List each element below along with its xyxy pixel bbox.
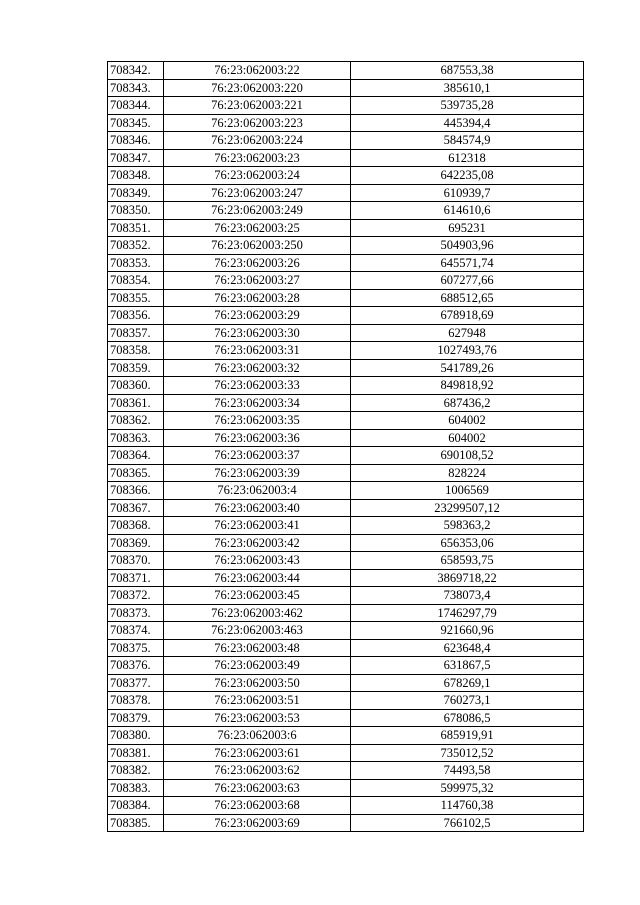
value-cell: 3869718,22 bbox=[351, 569, 584, 587]
value-cell: 539735,28 bbox=[351, 97, 584, 115]
table-row bbox=[108, 709, 584, 727]
row-number-cell: 708358. bbox=[108, 342, 164, 360]
value-cell: 599975,32 bbox=[351, 779, 584, 797]
value-cell: 1746297,79 bbox=[351, 604, 584, 622]
row-number-cell: 708381. bbox=[108, 744, 164, 762]
row-number-cell: 708344. bbox=[108, 97, 164, 115]
table-row bbox=[108, 272, 584, 290]
row-number-cell: 708384. bbox=[108, 797, 164, 815]
cadastral-number-cell: 76:23:062003:48 bbox=[164, 639, 351, 657]
value-cell: 921660,96 bbox=[351, 622, 584, 640]
cadastral-number-cell: 76:23:062003:40 bbox=[164, 499, 351, 517]
table-row bbox=[108, 674, 584, 692]
value-cell: 598363,2 bbox=[351, 517, 584, 535]
cadastral-number-cell: 76:23:062003:41 bbox=[164, 517, 351, 535]
table-row bbox=[108, 534, 584, 552]
row-number-cell: 708382. bbox=[108, 762, 164, 780]
table-row bbox=[108, 779, 584, 797]
table-row bbox=[108, 394, 584, 412]
value-cell: 678086,5 bbox=[351, 709, 584, 727]
value-cell: 23299507,12 bbox=[351, 499, 584, 517]
cadastral-number-cell: 76:23:062003:26 bbox=[164, 254, 351, 272]
cadastral-number-cell: 76:23:062003:37 bbox=[164, 447, 351, 465]
row-number-cell: 708372. bbox=[108, 587, 164, 605]
table-row bbox=[108, 79, 584, 97]
cadastral-number-cell: 76:23:062003:63 bbox=[164, 779, 351, 797]
row-number-cell: 708379. bbox=[108, 709, 164, 727]
cadastral-number-cell: 76:23:062003:42 bbox=[164, 534, 351, 552]
cadastral-number-cell: 76:23:062003:39 bbox=[164, 464, 351, 482]
cadastral-number-cell: 76:23:062003:61 bbox=[164, 744, 351, 762]
cadastral-number-cell: 76:23:062003:31 bbox=[164, 342, 351, 360]
value-cell: 74493,58 bbox=[351, 762, 584, 780]
cadastral-number-cell: 76:23:062003:27 bbox=[164, 272, 351, 290]
value-cell: 623648,4 bbox=[351, 639, 584, 657]
cadastral-number-cell: 76:23:062003:50 bbox=[164, 674, 351, 692]
cadastral-number-cell: 76:23:062003:32 bbox=[164, 359, 351, 377]
row-number-cell: 708355. bbox=[108, 289, 164, 307]
row-number-cell: 708361. bbox=[108, 394, 164, 412]
value-cell: 828224 bbox=[351, 464, 584, 482]
table-row bbox=[108, 517, 584, 535]
row-number-cell: 708353. bbox=[108, 254, 164, 272]
cadastral-number-cell: 76:23:062003:36 bbox=[164, 429, 351, 447]
value-cell: 687553,38 bbox=[351, 62, 584, 80]
value-cell: 642235,08 bbox=[351, 167, 584, 185]
value-cell: 604002 bbox=[351, 429, 584, 447]
value-cell: 760273,1 bbox=[351, 692, 584, 710]
table-row bbox=[108, 604, 584, 622]
value-cell: 445394,4 bbox=[351, 114, 584, 132]
row-number-cell: 708385. bbox=[108, 814, 164, 832]
row-number-cell: 708363. bbox=[108, 429, 164, 447]
table-row bbox=[108, 254, 584, 272]
table-row bbox=[108, 762, 584, 780]
row-number-cell: 708368. bbox=[108, 517, 164, 535]
cadastral-number-cell: 76:23:062003:49 bbox=[164, 657, 351, 675]
table-row bbox=[108, 342, 584, 360]
row-number-cell: 708350. bbox=[108, 202, 164, 220]
cadastral-number-cell: 76:23:062003:462 bbox=[164, 604, 351, 622]
row-number-cell: 708369. bbox=[108, 534, 164, 552]
table-row bbox=[108, 657, 584, 675]
row-number-cell: 708370. bbox=[108, 552, 164, 570]
value-cell: 1027493,76 bbox=[351, 342, 584, 360]
value-cell: 584574,9 bbox=[351, 132, 584, 150]
value-cell: 645571,74 bbox=[351, 254, 584, 272]
cadastral-number-cell: 76:23:062003:22 bbox=[164, 62, 351, 80]
table-row bbox=[108, 219, 584, 237]
row-number-cell: 708362. bbox=[108, 412, 164, 430]
cadastral-number-cell: 76:23:062003:25 bbox=[164, 219, 351, 237]
cadastral-number-cell: 76:23:062003:223 bbox=[164, 114, 351, 132]
value-cell: 766102,5 bbox=[351, 814, 584, 832]
table-row bbox=[108, 552, 584, 570]
row-number-cell: 708376. bbox=[108, 657, 164, 675]
value-cell: 385610,1 bbox=[351, 79, 584, 97]
table-body bbox=[108, 62, 584, 832]
cadastral-number-cell: 76:23:062003:29 bbox=[164, 307, 351, 325]
table-row bbox=[108, 569, 584, 587]
value-cell: 735012,52 bbox=[351, 744, 584, 762]
row-number-cell: 708351. bbox=[108, 219, 164, 237]
cadastral-value-table bbox=[107, 61, 584, 832]
table-row bbox=[108, 359, 584, 377]
row-number-cell: 708356. bbox=[108, 307, 164, 325]
row-number-cell: 708374. bbox=[108, 622, 164, 640]
table-row bbox=[108, 464, 584, 482]
table-row bbox=[108, 149, 584, 167]
value-cell: 1006569 bbox=[351, 482, 584, 500]
value-cell: 631867,5 bbox=[351, 657, 584, 675]
cadastral-number-cell: 76:23:062003:247 bbox=[164, 184, 351, 202]
cadastral-number-cell: 76:23:062003:224 bbox=[164, 132, 351, 150]
table-row bbox=[108, 97, 584, 115]
row-number-cell: 708348. bbox=[108, 167, 164, 185]
table-row bbox=[108, 447, 584, 465]
row-number-cell: 708342. bbox=[108, 62, 164, 80]
value-cell: 685919,91 bbox=[351, 727, 584, 745]
table-row bbox=[108, 184, 584, 202]
row-number-cell: 708383. bbox=[108, 779, 164, 797]
cadastral-number-cell: 76:23:062003:28 bbox=[164, 289, 351, 307]
row-number-cell: 708354. bbox=[108, 272, 164, 290]
value-cell: 738073,4 bbox=[351, 587, 584, 605]
table-row bbox=[108, 289, 584, 307]
row-number-cell: 708377. bbox=[108, 674, 164, 692]
row-number-cell: 708380. bbox=[108, 727, 164, 745]
row-number-cell: 708366. bbox=[108, 482, 164, 500]
value-cell: 610939,7 bbox=[351, 184, 584, 202]
row-number-cell: 708346. bbox=[108, 132, 164, 150]
value-cell: 614610,6 bbox=[351, 202, 584, 220]
row-number-cell: 708347. bbox=[108, 149, 164, 167]
table-row bbox=[108, 429, 584, 447]
row-number-cell: 708343. bbox=[108, 79, 164, 97]
cadastral-number-cell: 76:23:062003:44 bbox=[164, 569, 351, 587]
cadastral-number-cell: 76:23:062003:250 bbox=[164, 237, 351, 255]
value-cell: 849818,92 bbox=[351, 377, 584, 395]
cadastral-number-cell: 76:23:062003:220 bbox=[164, 79, 351, 97]
table-row bbox=[108, 499, 584, 517]
row-number-cell: 708360. bbox=[108, 377, 164, 395]
value-cell: 678269,1 bbox=[351, 674, 584, 692]
cadastral-number-cell: 76:23:062003:221 bbox=[164, 97, 351, 115]
value-cell: 627948 bbox=[351, 324, 584, 342]
row-number-cell: 708345. bbox=[108, 114, 164, 132]
table-row bbox=[108, 727, 584, 745]
cadastral-number-cell: 76:23:062003:51 bbox=[164, 692, 351, 710]
value-cell: 687436,2 bbox=[351, 394, 584, 412]
table-row bbox=[108, 237, 584, 255]
cadastral-number-cell: 76:23:062003:34 bbox=[164, 394, 351, 412]
cadastral-number-cell: 76:23:062003:33 bbox=[164, 377, 351, 395]
cadastral-number-cell: 76:23:062003:6 bbox=[164, 727, 351, 745]
value-cell: 658593,75 bbox=[351, 552, 584, 570]
cadastral-number-cell: 76:23:062003:45 bbox=[164, 587, 351, 605]
cadastral-number-cell: 76:23:062003:68 bbox=[164, 797, 351, 815]
cadastral-number-cell: 76:23:062003:23 bbox=[164, 149, 351, 167]
table-row bbox=[108, 797, 584, 815]
value-cell: 612318 bbox=[351, 149, 584, 167]
table-row bbox=[108, 132, 584, 150]
table-row bbox=[108, 412, 584, 430]
cadastral-number-cell: 76:23:062003:43 bbox=[164, 552, 351, 570]
row-number-cell: 708375. bbox=[108, 639, 164, 657]
row-number-cell: 708367. bbox=[108, 499, 164, 517]
table-row bbox=[108, 744, 584, 762]
cadastral-number-cell: 76:23:062003:62 bbox=[164, 762, 351, 780]
table-row bbox=[108, 587, 584, 605]
value-cell: 607277,66 bbox=[351, 272, 584, 290]
row-number-cell: 708349. bbox=[108, 184, 164, 202]
cadastral-number-cell: 76:23:062003:249 bbox=[164, 202, 351, 220]
cadastral-number-cell: 76:23:062003:463 bbox=[164, 622, 351, 640]
table-row bbox=[108, 114, 584, 132]
cadastral-number-cell: 76:23:062003:35 bbox=[164, 412, 351, 430]
row-number-cell: 708357. bbox=[108, 324, 164, 342]
cadastral-number-cell: 76:23:062003:4 bbox=[164, 482, 351, 500]
value-cell: 604002 bbox=[351, 412, 584, 430]
row-number-cell: 708365. bbox=[108, 464, 164, 482]
table-row bbox=[108, 167, 584, 185]
row-number-cell: 708364. bbox=[108, 447, 164, 465]
row-number-cell: 708359. bbox=[108, 359, 164, 377]
table-row bbox=[108, 814, 584, 832]
value-cell: 504903,96 bbox=[351, 237, 584, 255]
cadastral-number-cell: 76:23:062003:30 bbox=[164, 324, 351, 342]
row-number-cell: 708371. bbox=[108, 569, 164, 587]
value-cell: 695231 bbox=[351, 219, 584, 237]
cadastral-number-cell: 76:23:062003:53 bbox=[164, 709, 351, 727]
table-row bbox=[108, 377, 584, 395]
table-row bbox=[108, 622, 584, 640]
value-cell: 656353,06 bbox=[351, 534, 584, 552]
table-row bbox=[108, 482, 584, 500]
row-number-cell: 708378. bbox=[108, 692, 164, 710]
table-row bbox=[108, 62, 584, 80]
cadastral-number-cell: 76:23:062003:24 bbox=[164, 167, 351, 185]
table-row bbox=[108, 307, 584, 325]
value-cell: 678918,69 bbox=[351, 307, 584, 325]
value-cell: 688512,65 bbox=[351, 289, 584, 307]
row-number-cell: 708373. bbox=[108, 604, 164, 622]
value-cell: 690108,52 bbox=[351, 447, 584, 465]
table-row bbox=[108, 639, 584, 657]
table-row bbox=[108, 692, 584, 710]
value-cell: 541789,26 bbox=[351, 359, 584, 377]
cadastral-number-cell: 76:23:062003:69 bbox=[164, 814, 351, 832]
table-row bbox=[108, 324, 584, 342]
table-row bbox=[108, 202, 584, 220]
value-cell: 114760,38 bbox=[351, 797, 584, 815]
row-number-cell: 708352. bbox=[108, 237, 164, 255]
